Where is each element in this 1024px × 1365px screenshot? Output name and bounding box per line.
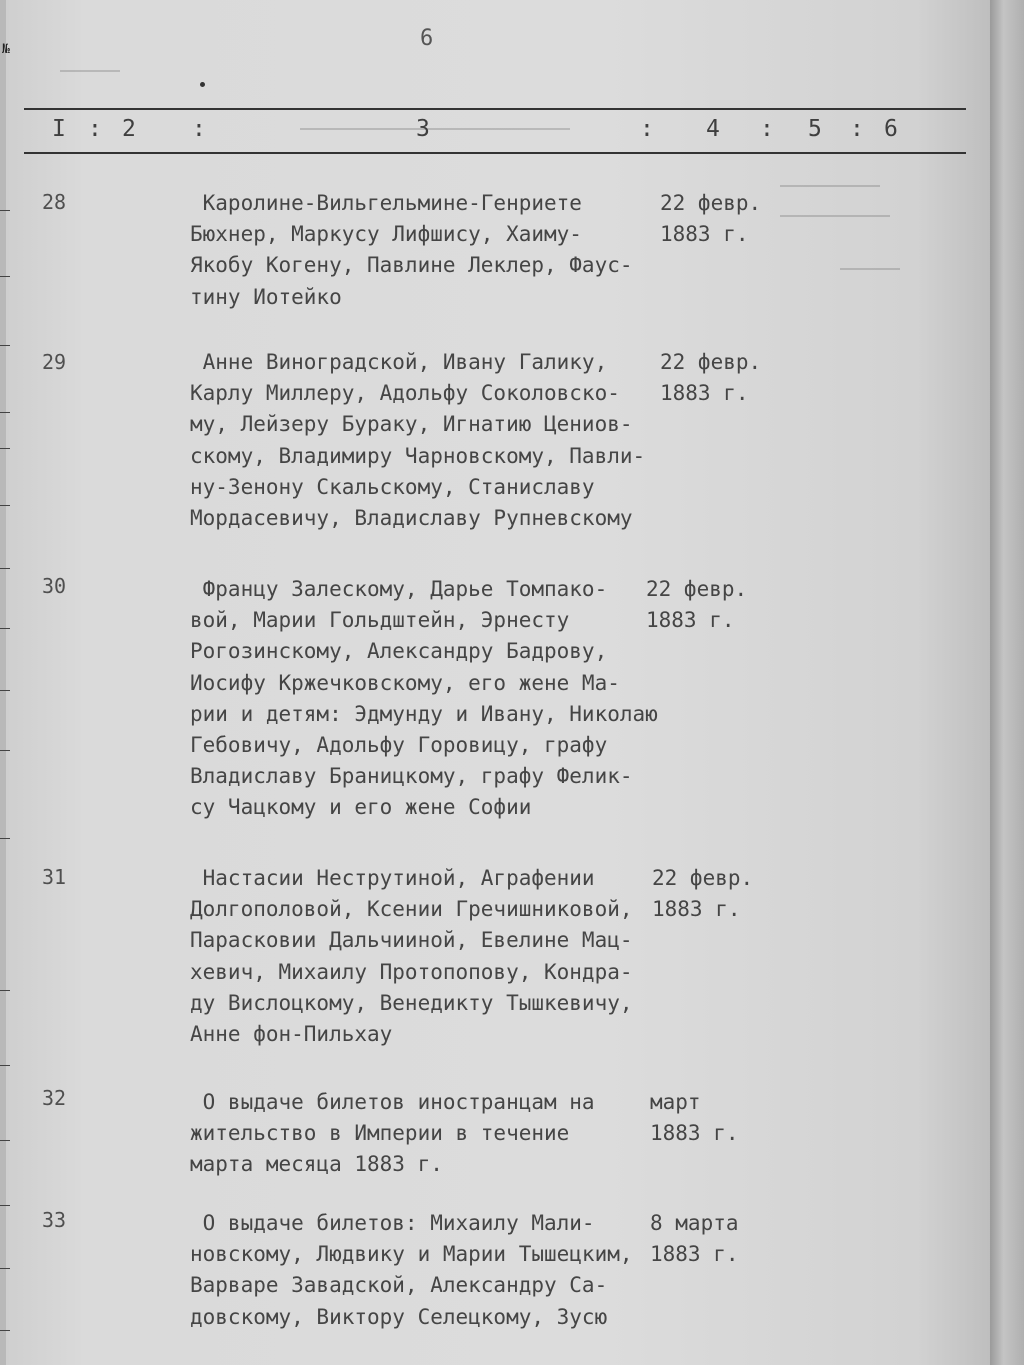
text-line: Карлу Миллеру, Адольфу Соколовско- — [190, 381, 620, 406]
text-line: Каролине-Вильгельмине-Генриете — [190, 191, 582, 215]
column-separator: : — [760, 116, 774, 142]
binding-mark — [0, 1205, 10, 1206]
entry-number: 32 — [42, 1086, 67, 1110]
entry-date — [650, 1087, 739, 1149]
column-number: 4 — [706, 116, 720, 142]
column-number: 6 — [884, 116, 898, 142]
column-separator: : — [850, 116, 864, 142]
text-line: Варваре Завадской, Александру Са- — [190, 1273, 608, 1298]
binding-mark — [0, 628, 10, 629]
bleed-through-mark — [780, 185, 880, 187]
text-line: довскому, Виктору Селецкому, Зусю — [190, 1304, 608, 1329]
bleed-through-mark — [60, 70, 120, 72]
binding-mark — [0, 1268, 10, 1269]
entry-text — [190, 188, 660, 313]
text-line: Анне фон-Пильхау — [190, 1022, 393, 1047]
binding-mark — [0, 412, 10, 413]
entry-text — [190, 574, 660, 824]
text-line: вой, Марии Гольдштейн, Эрнесту — [190, 608, 570, 633]
binding-mark — [0, 690, 10, 691]
text-line: Настасии Неструтиной, Аграфении — [190, 866, 595, 890]
text-line: жительство в Империи в течение — [190, 1121, 570, 1146]
text-line: тину Иотейко — [190, 284, 342, 309]
column-separator: : — [640, 116, 654, 142]
date-line: 22 февр. — [652, 866, 754, 890]
header-rule-top — [24, 108, 966, 110]
text-line: Якобу Когену, Павлине Леклер, Фаус- — [190, 253, 633, 278]
date-line: 1883 г. — [646, 608, 735, 633]
binding-mark — [0, 750, 10, 751]
entry-number: 29 — [42, 350, 67, 374]
entry-text — [190, 1208, 660, 1333]
text-line: Гебовичу, Адольфу Горовицу, графу — [190, 733, 608, 758]
text-line: Парасковии Дальчииной, Евелине Мац- — [190, 928, 633, 953]
binding-mark — [0, 276, 10, 277]
text-line: Анне Виноградской, Ивану Галику, — [190, 350, 608, 374]
date-line: 1883 г. — [660, 381, 749, 406]
text-line: Рогозинскому, Александру Бадрову, — [190, 639, 608, 664]
column-number: 5 — [808, 116, 822, 142]
text-line: новскому, Людвику и Марии Тышецким, — [190, 1242, 633, 1267]
bleed-through-mark — [840, 268, 900, 270]
text-line: О выдаче билетов: Михаилу Мали- — [190, 1211, 595, 1235]
text-line: О выдаче билетов иностранцам на — [190, 1090, 595, 1114]
text-line: су Чацкому и его жене Софии — [190, 795, 532, 820]
binding-mark — [0, 568, 10, 569]
corner-mark: № — [2, 42, 10, 57]
header-rule-bottom — [24, 152, 966, 154]
text-line: Мордасевичу, Владиславу Рупневскому — [190, 506, 633, 531]
entry-number: 33 — [42, 1208, 67, 1232]
text-line: Владиславу Браницкому, графу Фелик- — [190, 764, 633, 789]
text-line: Иосифу Кржечковскому, его жене Ма- — [190, 670, 620, 695]
column-number: 3 — [416, 116, 430, 142]
page-number: 6 — [420, 26, 434, 51]
column-separator: : — [192, 116, 206, 142]
entry-number: 28 — [42, 190, 67, 214]
date-line: 22 февр. — [646, 577, 748, 601]
text-line: Бюхнер, Маркусу Лифшису, Хаиму- — [190, 222, 582, 247]
binding-mark — [0, 1065, 10, 1066]
ink-dot — [200, 82, 205, 87]
binding-mark — [0, 505, 10, 506]
column-number: 2 — [122, 116, 136, 142]
column-separator: : — [88, 116, 102, 142]
column-number: I — [52, 116, 66, 142]
entry-date — [652, 863, 753, 925]
entry-text — [190, 863, 660, 1050]
text-line: Долгополовой, Ксении Гречишниковой, — [190, 897, 633, 922]
text-line: ну-Зенону Скальскому, Станиславу — [190, 474, 595, 499]
date-line: 1883 г. — [650, 1242, 739, 1267]
binding-mark — [0, 990, 10, 991]
text-line: рии и детям: Эдмунду и Ивану, Николаю — [190, 701, 658, 726]
binding-mark — [0, 210, 10, 211]
entry-number: 31 — [42, 865, 67, 889]
entry-date — [646, 574, 747, 636]
date-line: 1883 г. — [650, 1121, 739, 1146]
bleed-through-mark — [300, 128, 570, 130]
entry-date — [660, 188, 761, 250]
date-line: март — [650, 1090, 701, 1114]
bleed-through-mark — [780, 215, 890, 217]
binding-mark — [0, 448, 10, 449]
date-line: 1883 г. — [660, 222, 749, 247]
entry-text — [190, 347, 660, 534]
page-edge-shadow — [990, 0, 1024, 1365]
text-line: му, Лейзеру Бураку, Игнатию Цениов- — [190, 412, 633, 437]
date-line: 1883 г. — [652, 897, 741, 922]
text-line: Францу Залескому, Дарье Томпако- — [190, 577, 608, 601]
entry-date — [660, 347, 761, 409]
binding-mark — [0, 1140, 10, 1141]
text-line: марта месяца 1883 г. — [190, 1152, 443, 1177]
entry-date — [650, 1208, 739, 1270]
binding-mark — [0, 838, 10, 839]
text-line: скому, Владимиру Чарновскому, Павли- — [190, 443, 646, 468]
text-line: ду Вислоцкому, Венедикту Тышкевичу, — [190, 990, 633, 1015]
date-line: 22 февр. — [660, 350, 762, 374]
text-line: хевич, Михаилу Протопопову, Кондра- — [190, 959, 633, 984]
entry-number: 30 — [42, 574, 67, 598]
date-line: 22 февр. — [660, 191, 762, 215]
binding-mark — [0, 1330, 10, 1331]
binding-mark — [0, 345, 10, 346]
date-line: 8 марта — [650, 1211, 739, 1235]
entry-text — [190, 1087, 660, 1181]
